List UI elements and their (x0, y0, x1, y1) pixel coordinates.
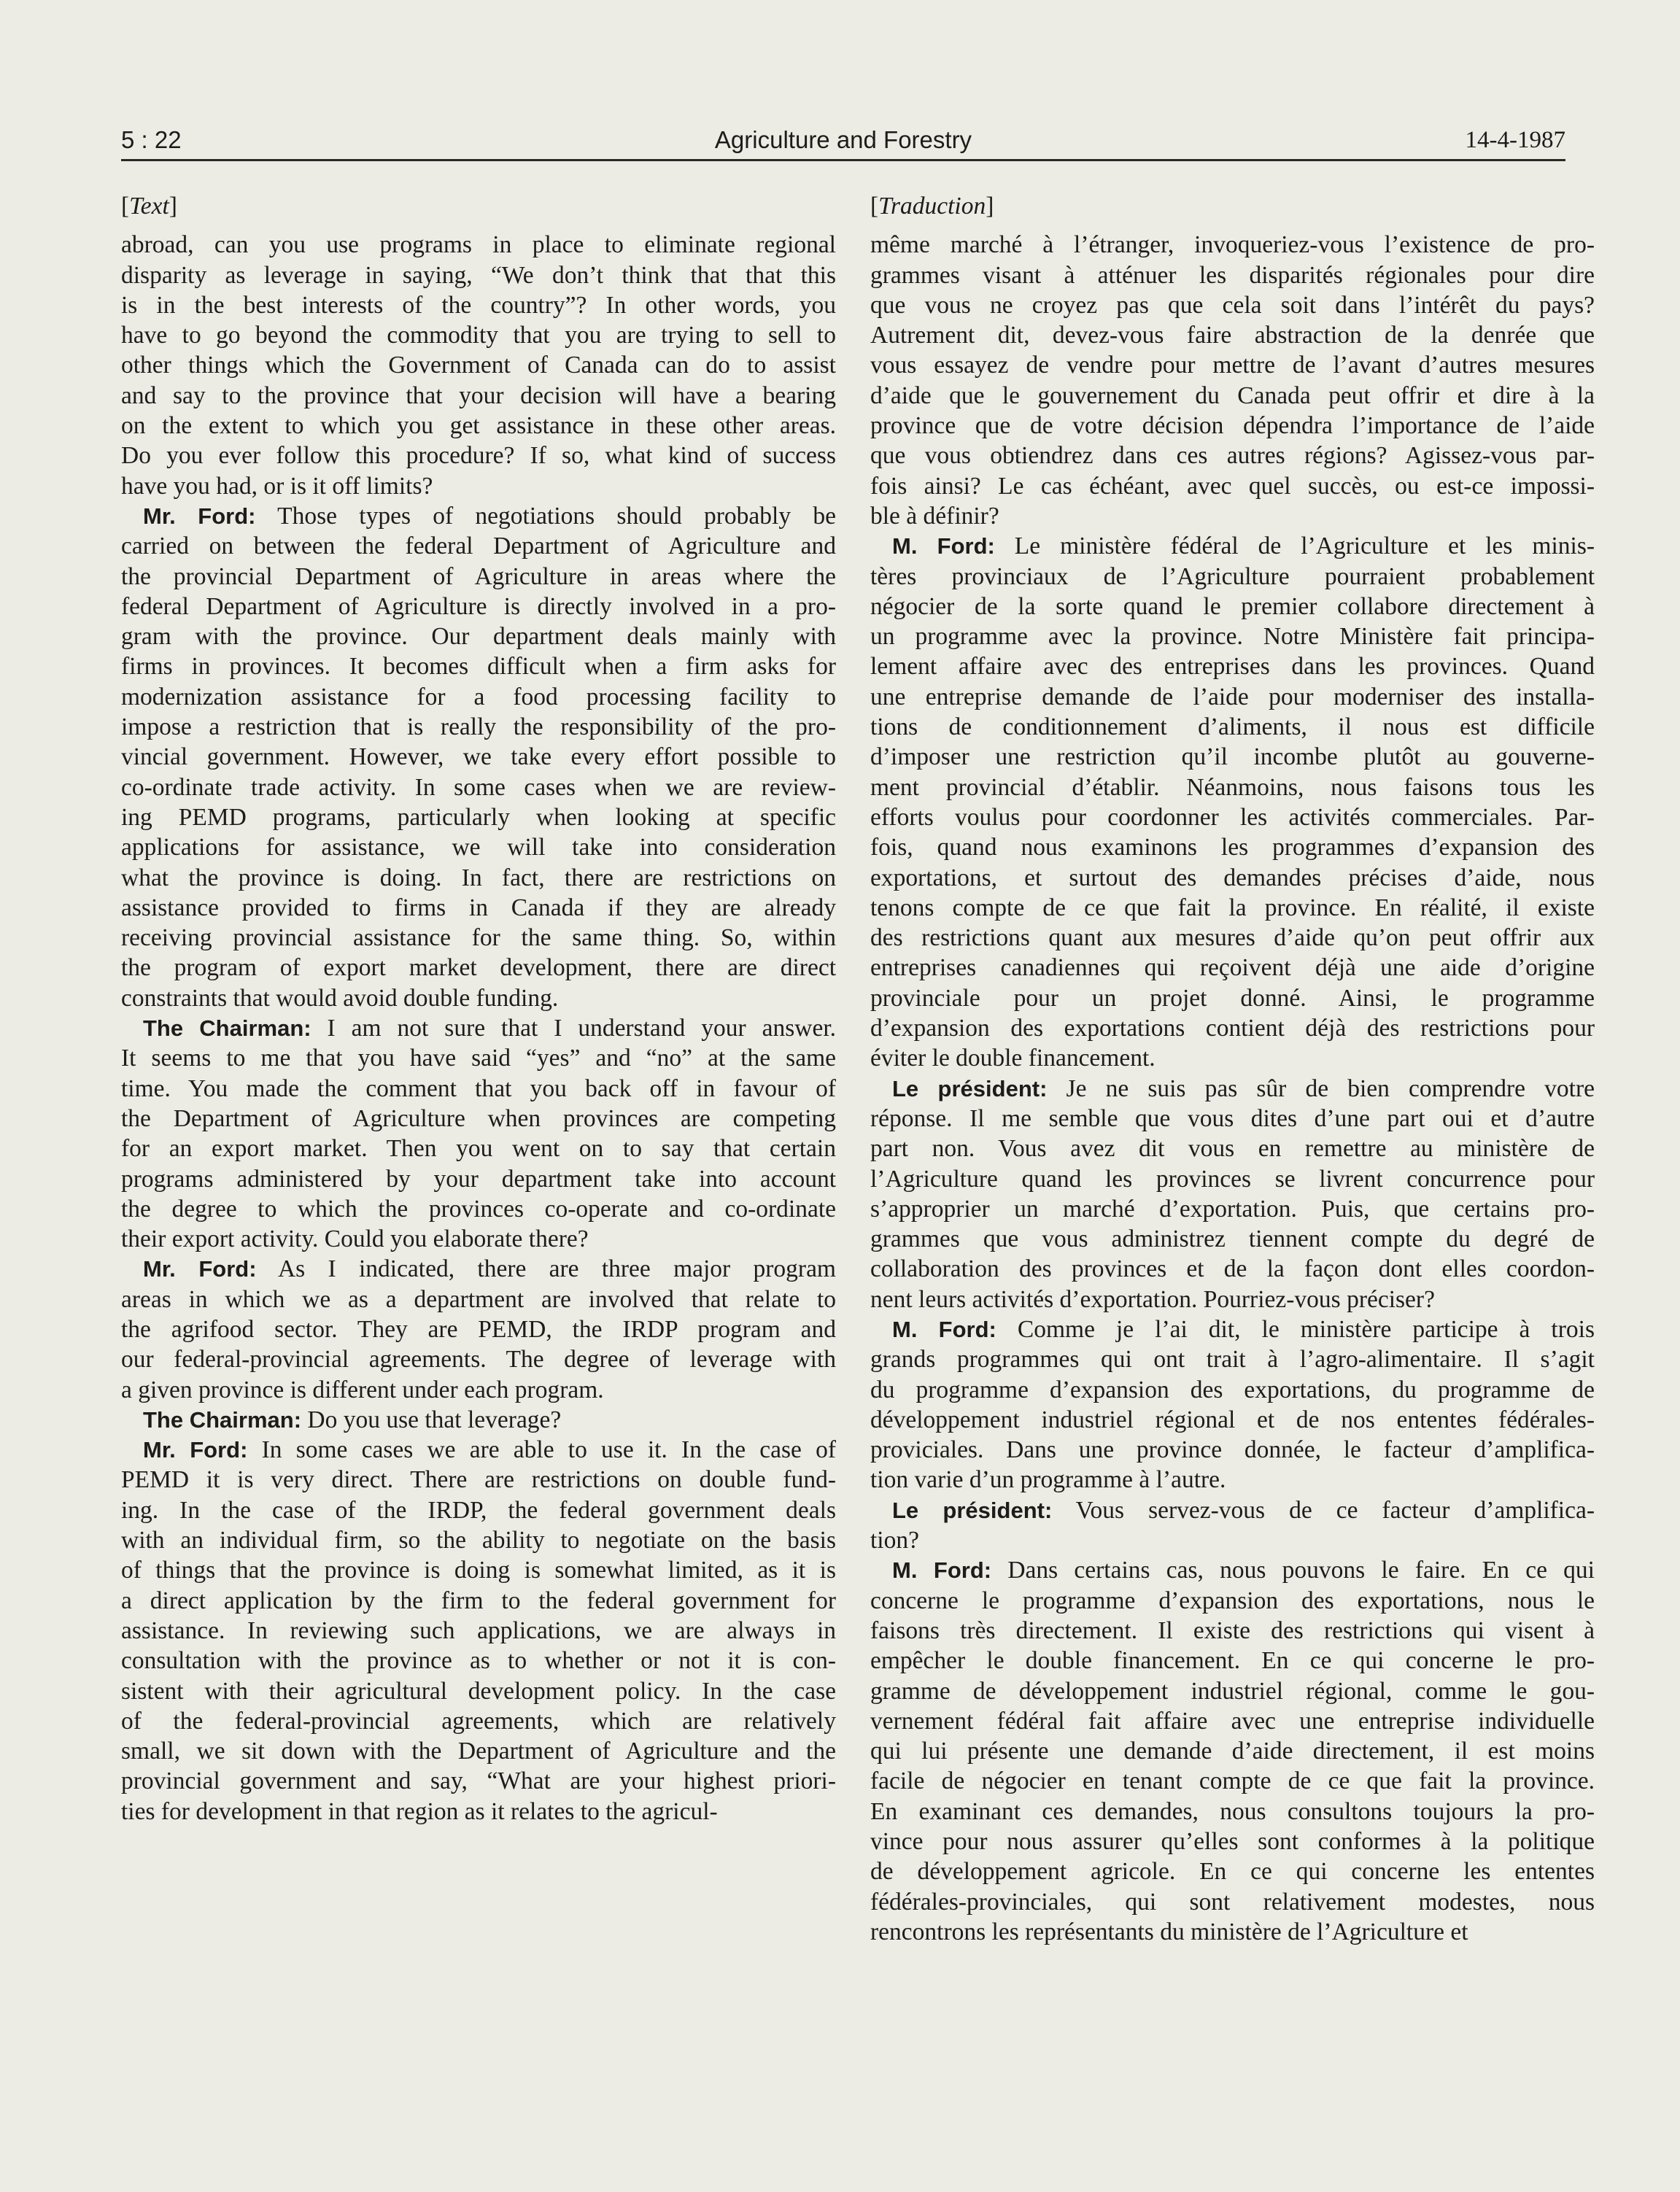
text-line: of the federal-provincial agreements, which are relatively (121, 1707, 836, 1735)
text-line: ing. In the case of the IRDP, the federal government deals (121, 1496, 836, 1524)
right-paragraph (870, 1314, 1595, 1495)
right-paragraph (870, 1495, 1595, 1556)
text-line: PEMD it is very direct. There are restrictions on double fund- (121, 1466, 836, 1494)
right-paragraph (870, 531, 1595, 1073)
text-line: their export activity. Could you elaborate there? (121, 1225, 589, 1253)
english-column (121, 191, 836, 1827)
text-line: ing PEMD programs, particularly when looking at specific (121, 803, 836, 831)
text-line: with an individual firm, so the ability to negotiate on the basis (121, 1527, 836, 1554)
text-line: gram with the province. Our department deals mainly with (121, 623, 836, 651)
text-line: impose a restriction that is really the responsibility of the pro- (121, 713, 836, 741)
text-line: collaboration des provinces et de la façon dont elles coordon- (870, 1255, 1595, 1283)
left-paragraph (121, 1254, 836, 1404)
text-line: disparity as leverage in saying, “We don’t think that that this (121, 261, 836, 289)
text-line: tenons compte de ce que fait la province. En réalité, il existe (870, 894, 1595, 921)
speaker-name: Mr. Ford: (143, 1437, 248, 1463)
page-header (121, 121, 1565, 161)
text-line: grammes visant à atténuer les disparités régionales pour dire (870, 261, 1595, 289)
section-label-text: [Text] (121, 193, 177, 220)
text-line: développement industriel régional et de nos ententes fédérales- (870, 1406, 1595, 1433)
text-line: the Department of Agriculture when provinces are competing (121, 1104, 836, 1132)
text-line: réponse. Il me semble que vous dites d’une part oui et d’autre (870, 1104, 1595, 1132)
text-line: gramme de développement industriel régional, comme le gou- (870, 1677, 1595, 1705)
text-line: efforts voulus pour coordonner les activités commerciales. Par- (870, 803, 1595, 831)
text-line: our federal-provincial agreements. The degree of leverage with (121, 1346, 836, 1374)
speaker-name: Le président: (892, 1075, 1048, 1101)
text-line: assistance provided to firms in Canada if they are already (121, 894, 836, 921)
text-line: d’imposer une restriction qu’il incombe plutôt au gouverne- (870, 743, 1595, 771)
text-line: ble à définir? (870, 502, 999, 530)
speaker-name: M. Ford: (892, 1316, 996, 1342)
text-line: for an export market. Then you went on to say that certain (121, 1135, 836, 1163)
text-line: consultation with the province as to whether or not it is con- (121, 1647, 836, 1675)
text-line: s’approprier un marché d’exportation. Puis, que certains pro- (870, 1195, 1595, 1223)
text-line: modernization assistance for a food processing facility to (121, 683, 836, 710)
text-line: tions de conditionnement d’aliments, il nous est difficile (870, 713, 1595, 741)
text-line: tion varie d’un programme à l’autre. (870, 1466, 1226, 1494)
text-line: small, we sit down with the Department of Agriculture and the (121, 1738, 836, 1765)
text-line: is in the best interests of the country”? In other words, you (121, 291, 836, 319)
speaker-name: M. Ford: (892, 533, 995, 559)
text-line: En examinant ces demandes, nous consultons toujours la pro- (870, 1797, 1595, 1825)
text-line: provincial government and say, “What are your highest priori- (121, 1767, 836, 1795)
text-line: It seems to me that you have said “yes” and “no” at the same (121, 1045, 836, 1072)
text-line: fois, quand nous examinons les programmes d’expansion des (870, 834, 1595, 861)
text-line: Do you ever follow this procedure? If so, what kind of success (121, 442, 836, 470)
text-line: faisons très directement. Il existe des restrictions qui visent à (870, 1616, 1595, 1644)
text-line: constraints that would avoid double funding. (121, 984, 559, 1012)
text-line: vernement fédéral fait affaire avec une entreprise individuelle (870, 1707, 1595, 1735)
text-line: lement affaire avec des entreprises dans les provinces. Quand (870, 653, 1595, 681)
text-line: tères provinciaux de l’Agriculture pourraient probablement (870, 562, 1595, 590)
text-line: federal Department of Agriculture is directly involved in a pro- (121, 592, 836, 620)
text-line: empêcher le double financement. En ce qui concerne le pro- (870, 1647, 1595, 1675)
text-line: the provincial Department of Agriculture in areas where the (121, 562, 836, 590)
text-line: négocier de la sorte quand le premier collabore directement à (870, 592, 1595, 620)
publication-title: Agriculture and Forestry (714, 126, 972, 153)
text-line: province que de votre décision dépendra l’importance de l’aide (870, 412, 1595, 440)
speaker-name: Mr. Ford: (143, 503, 256, 529)
text-line: Autrement dit, devez-vous faire abstraction de la denrée que (870, 322, 1595, 349)
french-column (870, 191, 1595, 1947)
text-line: d’aide que le gouvernement du Canada peut offrir et dire à la (870, 382, 1595, 409)
text-line: other things which the Government of Canada can do to assist (121, 352, 836, 379)
text-line: the program of export market development, there are direct (121, 954, 836, 982)
text-line: un programme avec la province. Notre Ministère fait principa- (870, 623, 1595, 651)
section-label-traduction: [Traduction] (870, 193, 994, 220)
text-line: programs administered by your department take into account (121, 1165, 836, 1193)
text-line: on the extent to which you get assistance in these other areas. (121, 412, 836, 440)
left-paragraph (121, 230, 836, 501)
left-paragraph (121, 1435, 836, 1827)
text-line: what the province is doing. In fact, there are restrictions on (121, 864, 836, 891)
text-line: que vous obtiendrez dans ces autres régions? Agissez-vous par- (870, 442, 1595, 470)
text-line: concerne le programme d’expansion des exportations, nous le (870, 1587, 1595, 1614)
text-line: l’Agriculture quand les provinces se livrent concurrence pour (870, 1165, 1595, 1193)
text-line: une entreprise demande de l’aide pour moderniser des installa- (870, 683, 1595, 710)
text-line: grammes que vous administrez tiennent compte du degré de (870, 1225, 1595, 1253)
text-line: areas in which we as a department are involved that relate to (121, 1285, 836, 1313)
text-line: the agrifood sector. They are PEMD, the IRDP program and (121, 1315, 836, 1343)
text-line: As I indicated, there are three major program (256, 1255, 836, 1283)
text-line: des restrictions quant aux mesures d’aide qu’on peut offrir aux (870, 924, 1595, 952)
text-line: même marché à l’étranger, invoqueriez-vous l’existence de pro- (870, 231, 1595, 259)
text-line: nent leurs activités d’exportation. Pourriez-vous préciser? (870, 1285, 1435, 1313)
text-line: firms in provinces. It becomes difficult when a firm asks for (121, 653, 836, 681)
text-line: vince pour nous assurer qu’elles sont conformes à la politique (870, 1828, 1595, 1856)
text-line: part non. Vous avez dit vous en remettre au ministère de (870, 1135, 1595, 1163)
text-line: provinciale pour un projet donné. Ainsi, le programme (870, 984, 1595, 1012)
text-line: co-ordinate trade activity. In some cases when we are review- (121, 773, 836, 801)
text-line: Vous servez-vous de ce facteur d’amplifica- (1052, 1496, 1595, 1524)
text-line: d’expansion des exportations contient déjà des restrictions pour (870, 1015, 1595, 1042)
text-line: entreprises canadiennes qui reçoivent déjà une aide d’origine (870, 954, 1595, 982)
text-line: vous essayez de vendre pour mettre de l’avant d’autres mesures (870, 352, 1595, 379)
text-line: and say to the province that your decision will have a bearing (121, 382, 836, 409)
text-line: have to go beyond the commodity that you are trying to sell to (121, 322, 836, 349)
text-line: of things that the province is doing is somewhat limited, as it is (121, 1557, 836, 1584)
text-line: fois ainsi? Le cas échéant, avec quel succès, ou est-ce impossi- (870, 472, 1595, 500)
text-line: qui lui présente une demande d’aide directement, il est moins (870, 1738, 1595, 1765)
speaker-name: The Chairman: (143, 1015, 311, 1042)
text-line: Those types of negotiations should probably be (255, 502, 836, 530)
right-paragraph (870, 1555, 1595, 1947)
left-paragraph (121, 501, 836, 1013)
text-line: exportations, et surtout des demandes précises d’aide, nous (870, 864, 1595, 891)
text-line: abroad, can you use programs in place to eliminate regional (121, 231, 836, 259)
text-line: Dans certains cas, nous pouvons le faire. En ce qui (991, 1557, 1595, 1584)
text-line: Le ministère fédéral de l’Agriculture et les minis- (994, 532, 1595, 560)
text-line: ment provincial d’établir. Néanmoins, nous faisons tous les (870, 773, 1595, 801)
text-line: carried on between the federal Department of Agriculture and (121, 532, 836, 560)
text-line: assistance. In reviewing such applications, we are always in (121, 1616, 836, 1644)
text-line: de développement agricole. En ce qui concerne les ententes (870, 1858, 1595, 1886)
text-line: applications for assistance, we will take into consideration (121, 834, 836, 861)
text-line: time. You made the comment that you back off in favour of (121, 1074, 836, 1102)
text-line: have you had, or is it off limits? (121, 472, 433, 500)
text-line: proviciales. Dans une province donnée, le facteur d’amplifica- (870, 1436, 1595, 1464)
text-line: receiving provincial assistance for the same thing. So, within (121, 924, 836, 952)
left-paragraph (121, 1405, 836, 1435)
text-line: the degree to which the provinces co-operate and co-ordinate (121, 1195, 836, 1223)
text-line: ties for development in that region as it relates to the agricul- (121, 1797, 718, 1825)
text-line: fédérales-provinciales, qui sont relativement modestes, nous (870, 1888, 1595, 1916)
text-line: Comme je l’ai dit, le ministère participe à trois (996, 1315, 1595, 1343)
right-paragraph (870, 230, 1595, 531)
text-line: I am not sure that I understand your answer. (311, 1015, 836, 1042)
text-line: vincial government. However, we take every effort possible to (121, 743, 836, 771)
text-line: Do you use that leverage? (301, 1406, 562, 1433)
left-paragraph (121, 1013, 836, 1254)
speaker-name: M. Ford: (892, 1557, 992, 1584)
text-line: a given province is different under each program. (121, 1376, 604, 1403)
right-paragraph (870, 1074, 1595, 1314)
text-line: éviter le double financement. (870, 1045, 1156, 1072)
text-line: du programme d’expansion des exportations, du programme de (870, 1376, 1595, 1403)
text-line: a direct application by the firm to the federal government for (121, 1587, 836, 1614)
text-line: tion? (870, 1527, 919, 1554)
speaker-name: Le président: (892, 1497, 1053, 1523)
text-line: In some cases we are able to use it. In the case of (247, 1436, 836, 1464)
text-line: sistent with their agricultural development policy. In the case (121, 1677, 836, 1705)
text-line: grands programmes qui ont trait à l’agro-alimentaire. Il s’agit (870, 1346, 1595, 1374)
page-number: 5 : 22 (121, 126, 182, 153)
text-line: Je ne suis pas sûr de bien comprendre votre (1047, 1074, 1595, 1102)
text-line: rencontrons les représentants du ministère de l’Agriculture et (870, 1918, 1468, 1945)
text-line: que vous ne croyez pas que cela soit dans l’intérêt du pays? (870, 291, 1595, 319)
speaker-name: The Chairman: (143, 1406, 302, 1433)
text-line: facile de négocier en tenant compte de ce que fait la province. (870, 1767, 1595, 1795)
speaker-name: Mr. Ford: (143, 1256, 257, 1282)
page-date: 14-4-1987 (1465, 127, 1565, 153)
